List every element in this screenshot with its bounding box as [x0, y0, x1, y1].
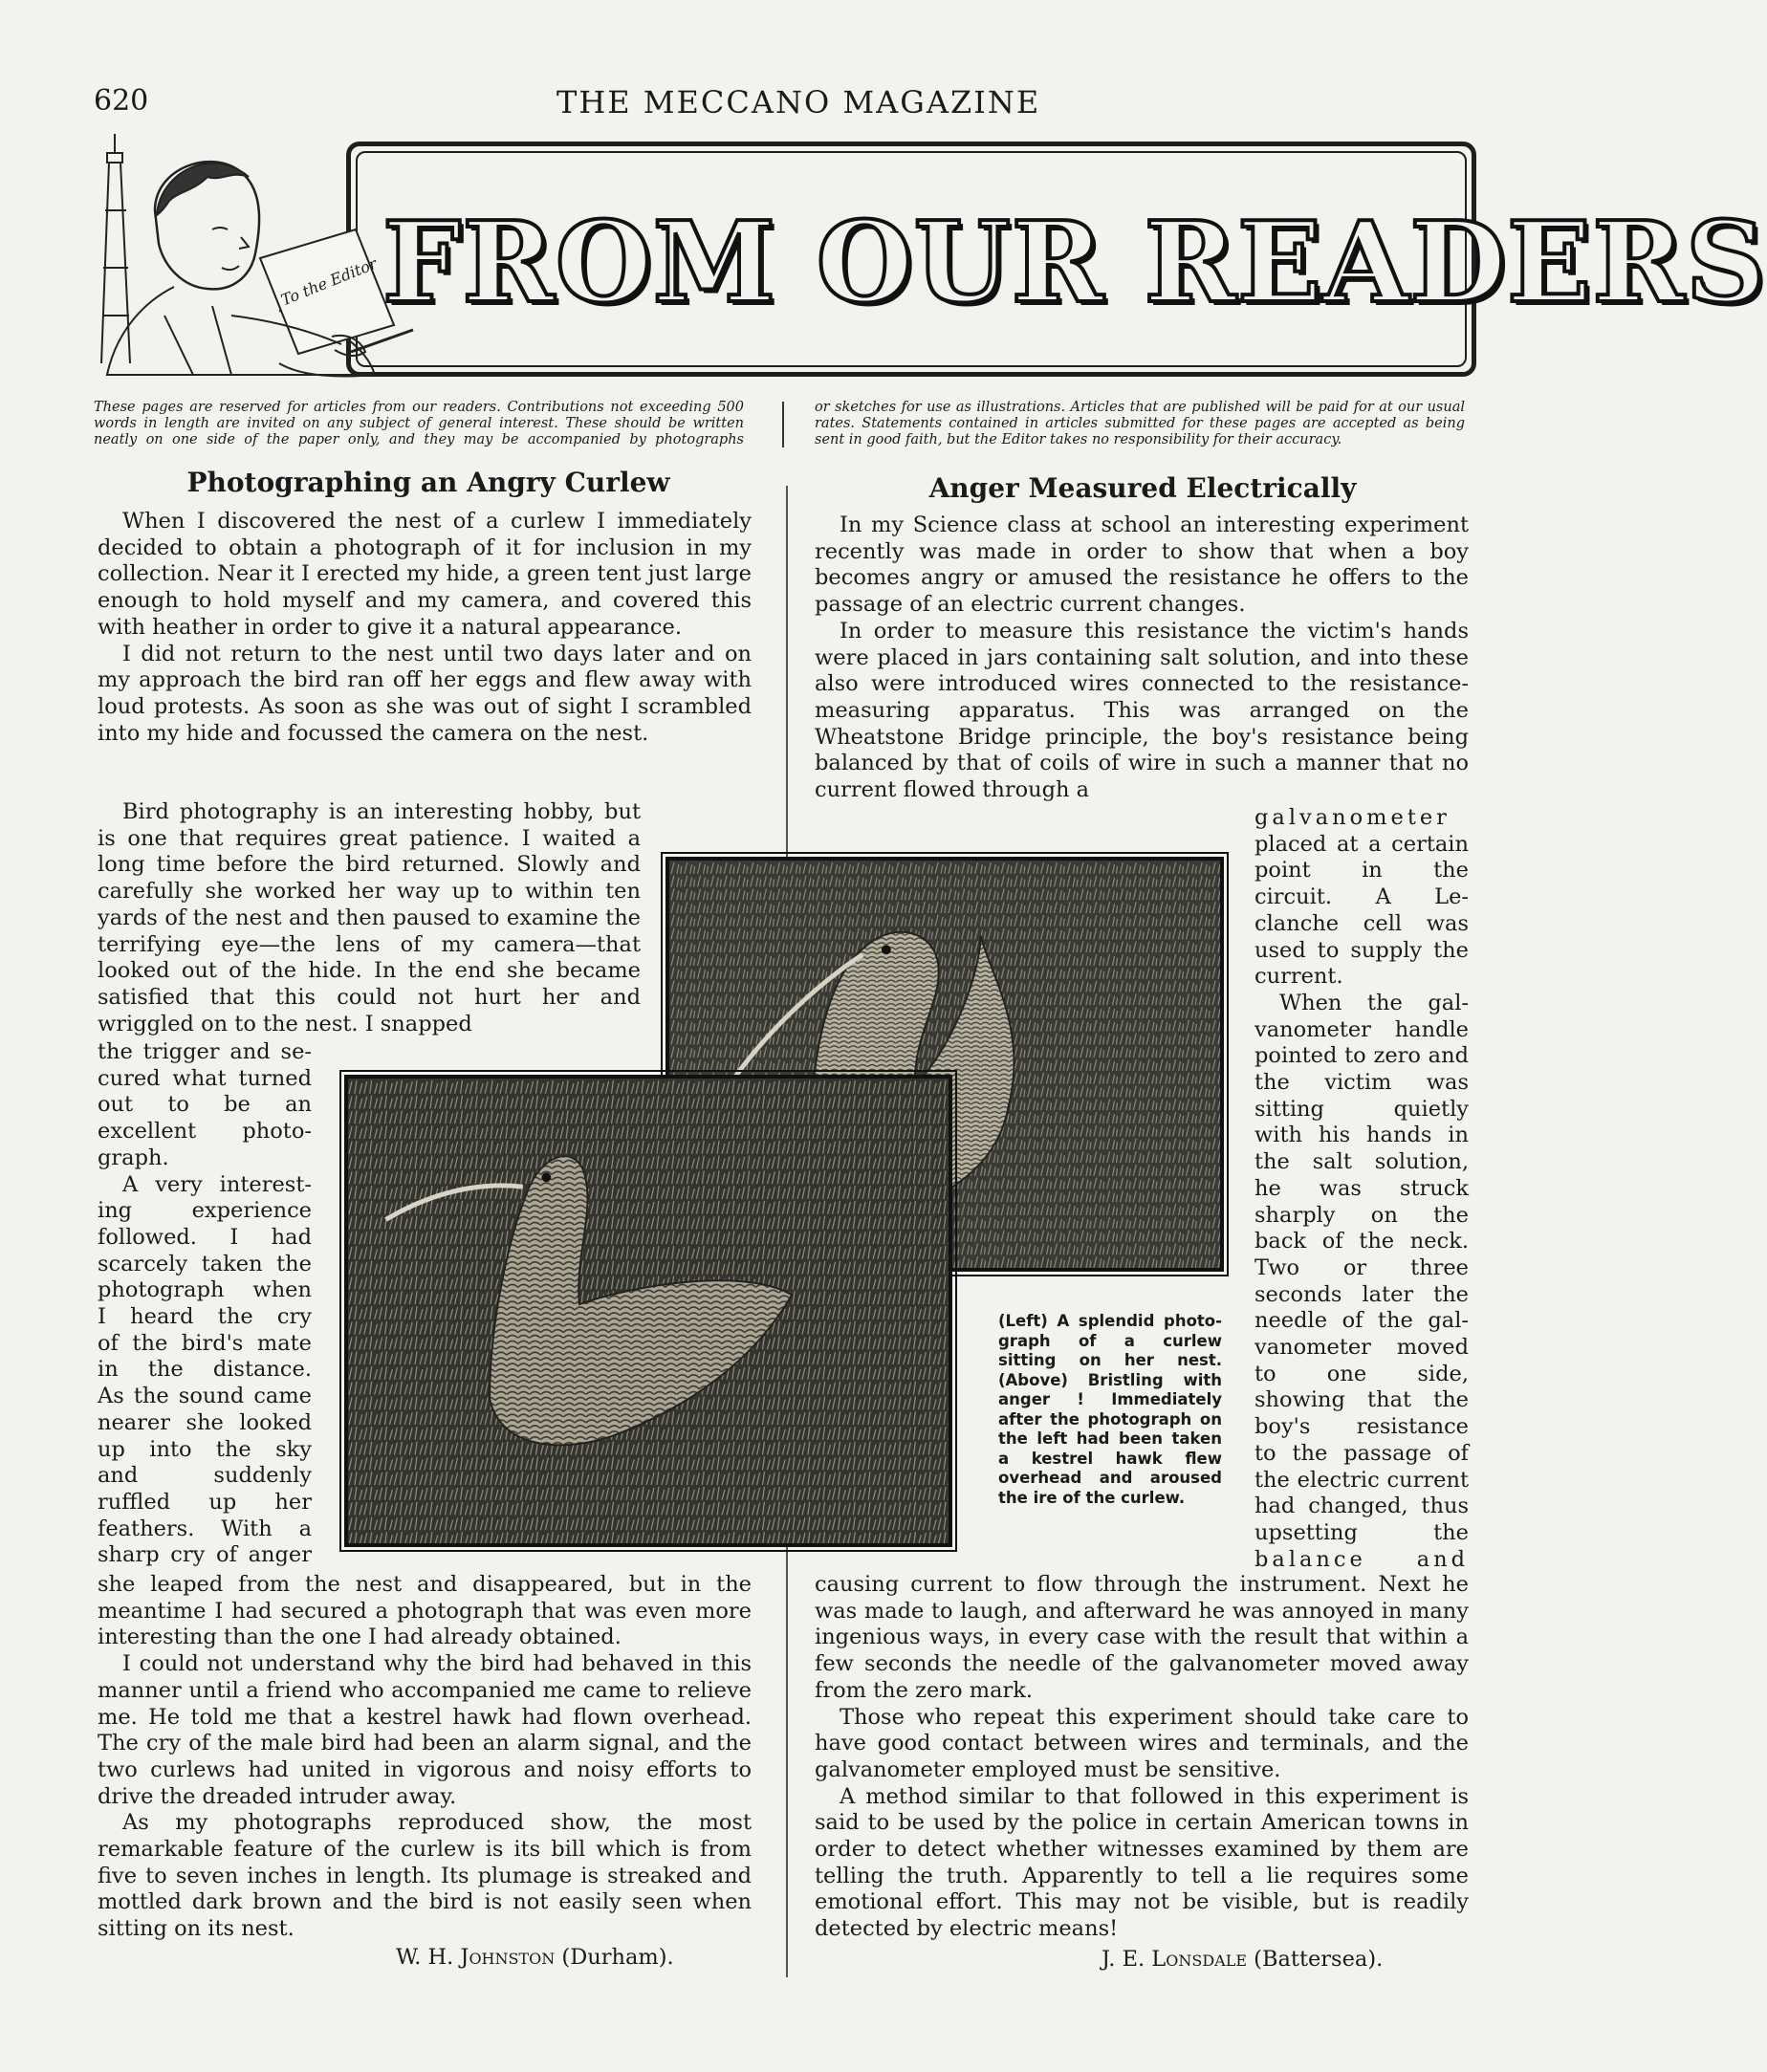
text-line: galvanometer: [1254, 805, 1451, 830]
text-line: followed. I had: [98, 1224, 312, 1250]
text-line: placed at a certain: [1254, 831, 1469, 857]
text-line: seconds later the: [1254, 1281, 1469, 1307]
text-line: to one side,: [1254, 1361, 1469, 1386]
text-line: to the passage of: [1254, 1440, 1469, 1466]
article-headline-anger: Anger Measured Electrically: [928, 472, 1357, 504]
curlew-article-bottom: [98, 1572, 752, 1943]
paragraph: she leaped from the nest and disappeared, but in the meantime I had secured a photograph that was even more interesting than the one I had already obtained.: [98, 1572, 752, 1650]
caption-line: after the photograph on: [998, 1409, 1222, 1429]
author-signature-right: [1102, 1947, 1383, 1972]
text-line: graph.: [98, 1145, 169, 1170]
text-line: vanometer handle: [1254, 1016, 1469, 1042]
paragraph: Those who repeat this experiment should take care to have good contact between wires and terminals, and the galvanometer employed must be sensitive.: [815, 1704, 1469, 1782]
author-location: (Battersea).: [1254, 1947, 1384, 1972]
caption-line: the left had been taken: [998, 1429, 1222, 1448]
paragraph: As my photographs reproduced show, the most remarkable feature of the curlew is its bill which is from five to seven inches in length. Its plumage is streaked and mottled dark brown and the bird is not easily seen when sitting on its nest.: [98, 1810, 752, 1942]
text-line: the salt solution,: [1254, 1149, 1469, 1175]
caption-line: the ire of the curlew.: [998, 1488, 1186, 1507]
caption-line: (Above) Bristling with: [998, 1370, 1222, 1389]
text-line: excellent photo-: [98, 1119, 312, 1145]
text-line: vanometer moved: [1254, 1335, 1469, 1361]
caption-line: graph of a curlew: [998, 1331, 1222, 1350]
author-location: (Durham).: [561, 1945, 674, 1970]
reader-writing-illustration: [88, 124, 451, 381]
paragraph: In my Science class at school an interesting experiment recently was made in order to show that when a boy becomes angry or amused the resistance he offers to the passage of an electric current changes.: [815, 513, 1469, 618]
intro-text-right: or sketches for use as illustrations. Articles that are published will be paid for at our usual rates. Statements contained in articles submitted for these pages are accepted as being sent in good faith, but the Editor takes no responsibility for their accuracy.: [815, 400, 1465, 447]
anger-article-bottom: [815, 1572, 1469, 1943]
text-line: clanche cell was: [1254, 910, 1469, 936]
text-line: A very interest-: [122, 1171, 312, 1197]
anger-article-narrow: [1254, 805, 1469, 1573]
caption-line: (Left) A splendid photo-: [998, 1312, 1222, 1330]
paragraph: Bird photography is an interesting hobby, but is one that requires great patience. I waited a long time before the bird returned. Slowly and carefully she worked her way up to within ten yards of the nest and then paused to examine the terrifying eye—the lens of my camera—that looked out of the hide. In the end she became satisfied that this could not hurt her and wriggled on to the nest. I snapped: [98, 799, 641, 1036]
text-line: back of the neck.: [1254, 1229, 1469, 1254]
curlew-article-narrow: [98, 1039, 312, 1569]
text-line: of the bird's mate: [98, 1330, 312, 1356]
text-line: needle of the gal-: [1254, 1308, 1469, 1334]
text-line: When the gal-: [1279, 990, 1469, 1015]
paragraph: A method similar to that followed in this experiment is said to be used by the police in certain American towns in order to detect whether witnesses examined by them are telling the truth. Apparently to tell a lie requires some emotional effort. This may not be visible, but is readily detected by electric means!: [815, 1783, 1469, 1942]
paragraph: causing current to flow through the instrument. Next he was made to laugh, and afterward he was annoyed in many ingenious ways, in every case with the result that within a few seconds the needle of the galvanometer moved away from the zero mark.: [815, 1572, 1469, 1703]
banner-title: FROM OUR READERS: [382, 198, 1767, 328]
text-line: As the sound came: [98, 1384, 312, 1409]
article-headline-curlew: Photographing an Angry Curlew: [186, 467, 670, 498]
text-line: scarcely taken the: [98, 1251, 312, 1276]
paragraph: When I discovered the nest of a curlew I immediately decided to obtain a photograph of it for inclusion in my collection. Near it I erected my hide, a green tent just large enough to hold myself and my camera, and covered this with heather in order to give it a natural appearance.: [98, 509, 752, 640]
magazine-title: THE MECCANO MAGAZINE: [556, 84, 1041, 120]
caption-line: sitting on her nest.: [998, 1351, 1222, 1369]
text-line: Two or three: [1254, 1254, 1469, 1280]
text-line: current.: [1254, 964, 1343, 990]
paragraph: I did not return to the nest until two days later and on my approach the bird ran off her eggs and flew away with loud protests. As soon as she was out of sight I scrambled into my hide and focussed the camera on the nest.: [98, 641, 752, 746]
text-line: out to be an: [98, 1092, 312, 1118]
photo-curlew-on-nest: [344, 1075, 952, 1547]
author-name: J. E. Lonsdale: [1102, 1947, 1248, 1972]
text-line: the victim was: [1254, 1070, 1469, 1096]
text-line: photograph when: [98, 1277, 312, 1303]
text-line: boy's resistance: [1254, 1414, 1469, 1440]
caption-line: anger ! Immediately: [998, 1390, 1222, 1408]
text-line: had changed, thus: [1254, 1494, 1469, 1519]
text-line: up into the sky: [98, 1436, 312, 1462]
text-line: balance and: [1254, 1546, 1469, 1572]
text-line: cured what turned: [98, 1065, 312, 1091]
text-line: in the distance.: [98, 1357, 312, 1383]
text-line: pointed to zero and: [1254, 1043, 1469, 1069]
author-signature-left: [396, 1945, 674, 1970]
text-line: with his hands in: [1254, 1123, 1469, 1148]
text-line: I heard the cry: [98, 1304, 312, 1330]
text-line: used to supply the: [1254, 937, 1469, 963]
paragraph: In order to measure this resistance the victim's hands were placed in jars containing salt solution, and into these also were introduced wires connected to the resistance-measuring apparatus. This was arranged on the Wheatstone Bridge principle, the boy's resistance being balanced by that of coils of wire in such a manner that no current flowed through a: [815, 618, 1469, 803]
text-line: and suddenly: [98, 1463, 312, 1489]
text-line: upsetting the: [1254, 1519, 1469, 1545]
text-line: showing that the: [1254, 1387, 1469, 1413]
page-number: 620: [94, 84, 149, 118]
text-line: he was struck: [1254, 1175, 1469, 1201]
curlew-article-middle: [98, 799, 641, 1037]
author-name: W. H. Johnston: [396, 1945, 556, 1970]
text-line: circuit. A Le-: [1254, 884, 1469, 910]
text-line: feathers. With a: [98, 1516, 312, 1541]
caption-line: overhead and aroused: [998, 1469, 1222, 1487]
caption-line: a kestrel hawk flew: [998, 1449, 1222, 1468]
text-line: ruffled up her: [98, 1489, 312, 1515]
text-line: nearer she looked: [98, 1409, 312, 1435]
intro-divider: [782, 402, 784, 447]
photo-caption: [998, 1312, 1222, 1508]
text-line: the trigger and se-: [98, 1039, 312, 1064]
text-line: point in the: [1254, 858, 1469, 883]
paragraph: I could not understand why the bird had behaved in this manner until a friend who accompanied me came to relieve me. He told me that a kestrel hawk had flown overhead. The cry of the male bird had been an alarm signal, and the two curlews had united in vigorous and noisy efforts to drive the dreaded intruder away.: [98, 1651, 752, 1809]
intro-text-left: These pages are reserved for articles from our readers. Contributions not exceeding 500 words in length are invited on any subject of general interest. These should be written neatly on one side of the paper only, and they may be accompanied by photographs: [94, 400, 744, 447]
text-line: sitting quietly: [1254, 1096, 1469, 1122]
text-line: sharp cry of anger: [98, 1542, 312, 1568]
anger-article-top: [815, 513, 1469, 804]
letter-text: To the Editor: [278, 253, 380, 310]
text-line: ing experience: [98, 1198, 312, 1224]
text-line: the electric current: [1254, 1467, 1469, 1493]
curlew-article-top: [98, 509, 752, 747]
text-line: sharply on the: [1254, 1202, 1469, 1228]
